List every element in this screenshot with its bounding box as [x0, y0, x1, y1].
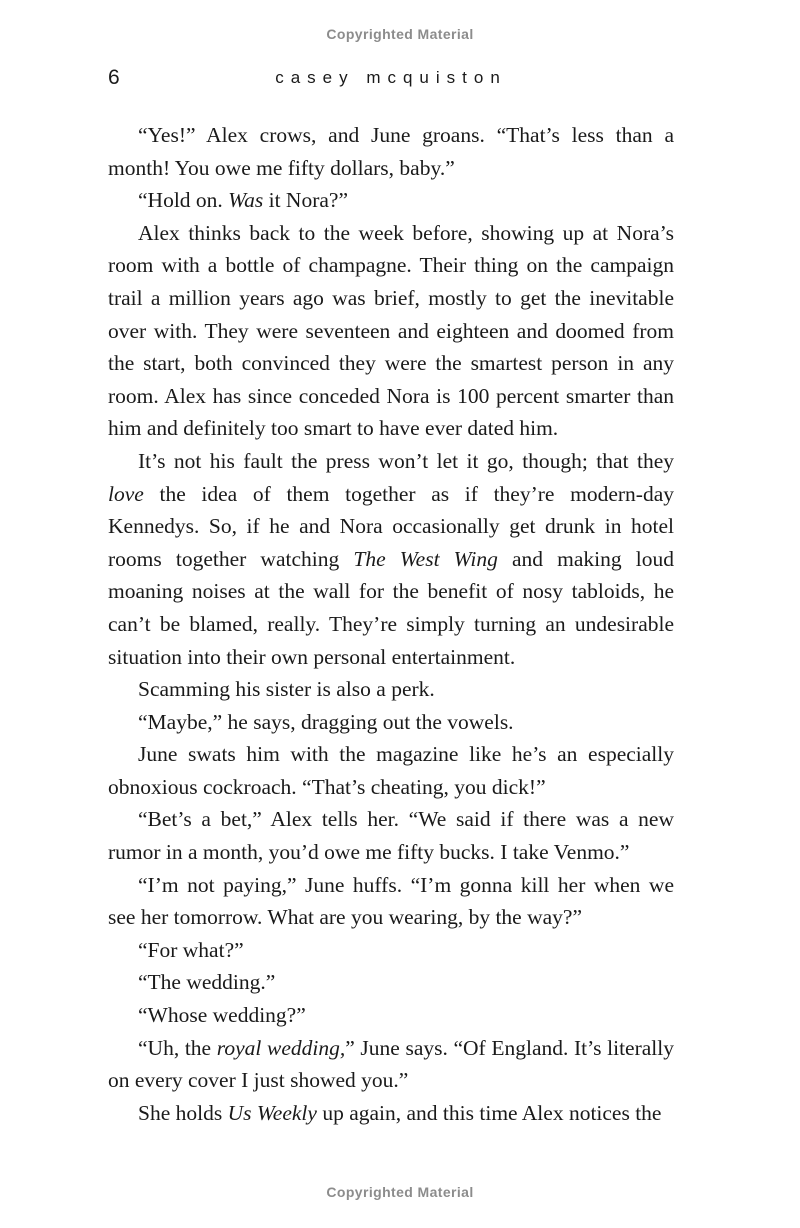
body-text: [108, 119, 674, 1129]
paragraph: [108, 184, 674, 217]
paragraph: [108, 934, 674, 967]
paragraph: [108, 217, 674, 445]
text-segment: It’s not his fault the press won’t let it go, though; that they: [138, 448, 674, 473]
running-header: [108, 66, 674, 94]
author-running-head: casey mcquiston: [275, 68, 507, 87]
paragraph: [108, 999, 674, 1032]
text-segment: ” June says. “Of England. It’s literally on every cover I just showed you.”: [108, 1035, 674, 1093]
paragraph: [108, 445, 674, 673]
text-segment: Alex thinks back to the week before, showing up at Nora’s room with a bottle of champagne. Their thing on the campaign trail a million years ago was brief, mostly to get the inevitable over with. They were seventeen and eighteen and doomed from the start, both convinced they were the smartest person in any room. Alex has since conceded Nora is 100 percent smarter than him and definitely too smart to have ever dated him.: [108, 220, 674, 441]
text-segment: “Maybe,” he says, dragging out the vowels.: [138, 709, 514, 734]
paragraph: [108, 803, 674, 868]
italic-text-segment: Us Weekly: [227, 1100, 317, 1125]
paragraph: [108, 706, 674, 739]
page-number: 6: [108, 66, 120, 89]
italic-text-segment: royal wedding,: [216, 1035, 346, 1060]
copyright-notice-bottom: Copyrighted Material: [326, 1184, 474, 1200]
text-segment: it Nora?”: [263, 188, 348, 213]
text-segment: the idea of them together as if they’re modern-day Kennedys. So, if he and Nora occasionally get drunk in hotel rooms together watching: [108, 481, 674, 571]
italic-text-segment: love: [108, 481, 144, 506]
text-segment: Scamming his sister is also a perk.: [138, 677, 435, 702]
copyright-notice-top: Copyrighted Material: [326, 26, 474, 42]
italic-text-segment: The West Wing: [353, 546, 498, 571]
paragraph: [108, 869, 674, 934]
text-segment: “Hold on.: [138, 188, 229, 213]
text-segment: “The wedding.”: [138, 970, 276, 995]
text-segment: up again, and this time Alex notices the: [316, 1100, 662, 1125]
italic-text-segment: Was: [228, 188, 264, 213]
text-segment: She holds: [138, 1100, 228, 1125]
text-segment: June swats him with the magazine like he’s an especially obnoxious cockroach. “That’s cheating, you dick!”: [108, 742, 674, 799]
text-segment: “Whose wedding?”: [138, 1003, 306, 1028]
text-segment: “Yes!” Alex crows, and June groans. “That’s less than a month! You owe me fifty dollars, baby.”: [108, 123, 674, 180]
text-segment: “Uh, the: [138, 1035, 217, 1060]
text-segment: “I’m not paying,” June huffs. “I’m gonna kill her when we see her tomorrow. What are you wearing, by the way?”: [108, 872, 674, 930]
text-segment: “For what?”: [138, 937, 244, 962]
paragraph: [108, 966, 674, 999]
paragraph: [108, 738, 674, 803]
paragraph: [108, 1032, 674, 1097]
text-segment: and making loud moaning noises at the wall for the benefit of nosy tabloids, he can’t be blamed, really. They’re simply turning an undesirable situation into their own personal entertainment.: [108, 546, 674, 669]
paragraph: [108, 673, 674, 706]
paragraph: [108, 1097, 674, 1130]
text-segment: “Bet’s a bet,” Alex tells her. “We said if there was a new rumor in a month, you’d owe me fifty bucks. I take Venmo.”: [108, 807, 674, 865]
paragraph: [108, 119, 674, 184]
